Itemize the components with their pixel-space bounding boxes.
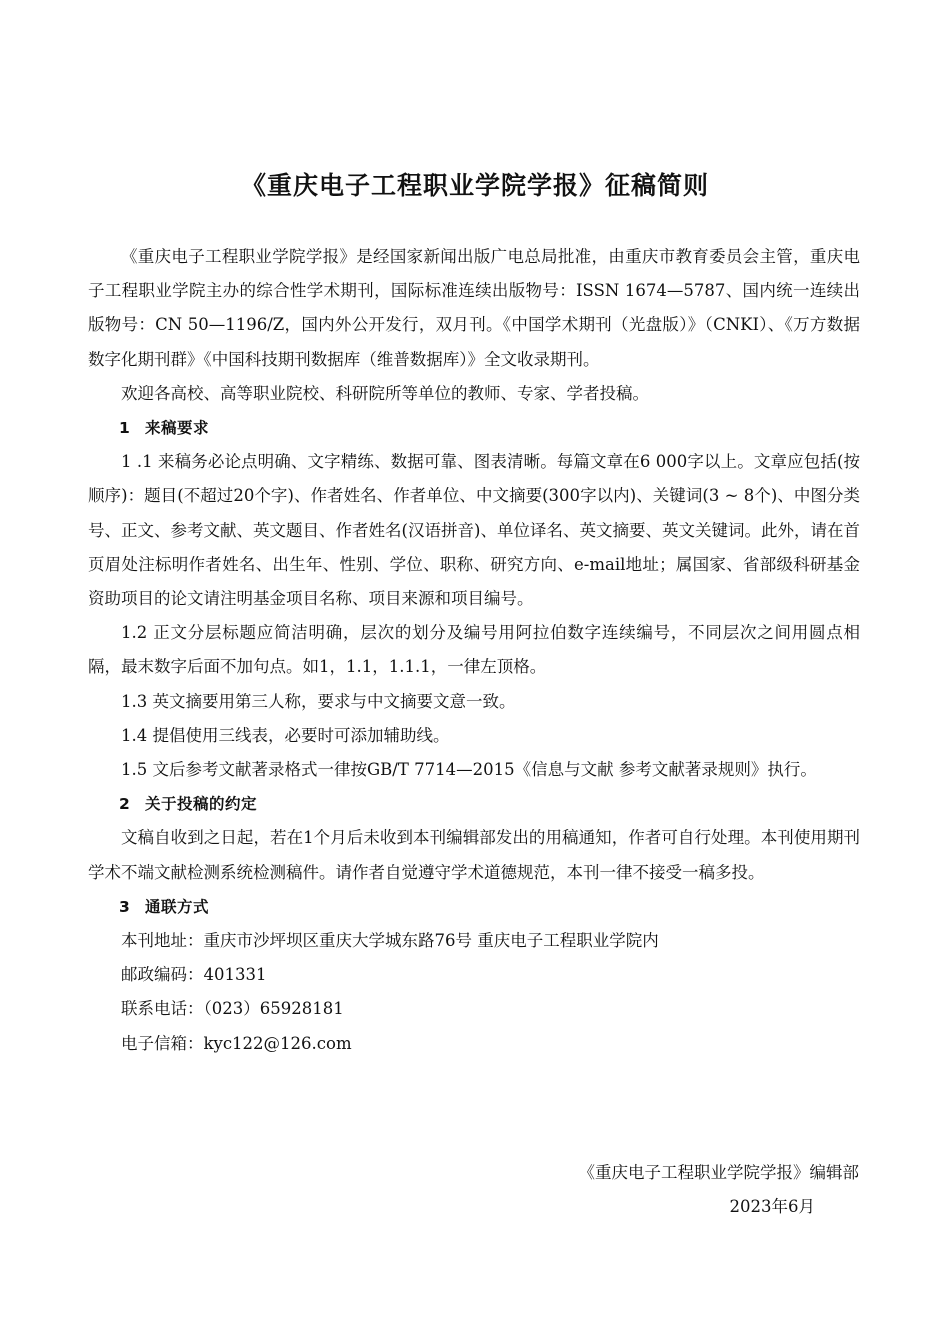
section-paragraph: 1 .1 来稿务必论点明确、文字精练、数据可靠、图表清晰。每篇文章在6 000字以上。文章应包括(按顺序)：题目(不超过20个字)、作者姓名、作者单位、中文摘要(300字以内)、关键词(3 ~ 8个)、中图分类号、正文、参考文献、英文题目、作者姓名(汉语拼音)、单位译名、英文摘要、英文关键词。此外，请在首页眉处注标明作者姓名、出生年、性别、学位、职称、研究方向、e-mail地址；属国家、省部级科研基金资助项目的论文请注明基金项目名称、项目来源和项目编号。 bbox=[88, 452, 860, 609]
page-title: 《重庆电子工程职业学院学报》征稿简则 bbox=[240, 171, 709, 200]
document-body bbox=[88, 240, 860, 1061]
section-number: 2 bbox=[119, 795, 131, 814]
section-heading bbox=[88, 890, 860, 924]
section-title: 来稿要求 bbox=[145, 419, 210, 438]
section-paragraph: 1.2 正文分层标题应简洁明确，层次的划分及编号用阿拉伯数字连续编号，不同层次之间用圆点相隔，最末数字后面不加句点。如1，1.1，1.1.1，一律左顶格。 bbox=[88, 623, 860, 677]
section-paragraph: 1.4 提倡使用三线表，必要时可添加辅助线。 bbox=[121, 725, 450, 745]
contact-email: 电子信箱：kyc122@126.com bbox=[121, 1033, 352, 1053]
section-heading bbox=[88, 411, 860, 445]
section-paragraph: 1.5 文后参考文献著录格式一律按GB/T 7714—2015《信息与文献 参考文献著录规则》执行。 bbox=[121, 760, 817, 780]
section-heading bbox=[88, 787, 860, 821]
section-paragraph: 文稿自收到之日起，若在1个月后未收到本刊编辑部发出的用稿通知，作者可自行处理。本刊使用期刊学术不端文献检测系统检测稿件。请作者自觉遵守学术道德规范，本刊一律不接受一稿多投。 bbox=[88, 828, 860, 882]
section-number: 1 bbox=[119, 419, 131, 438]
contact-phone: 联系电话：（023）65928181 bbox=[121, 999, 344, 1019]
section-paragraph: 1.3 英文摘要用第三人称，要求与中文摘要文意一致。 bbox=[121, 691, 516, 711]
contact-postcode: 邮政编码：401331 bbox=[121, 965, 267, 985]
contact-address: 本刊地址：重庆市沙坪坝区重庆大学城东路76号 重庆电子工程职业学院内 bbox=[121, 931, 659, 951]
signature-date: 2023年6月 bbox=[729, 1197, 815, 1216]
intro-paragraph: 《重庆电子工程职业学院学报》是经国家新闻出版广电总局批准，由重庆市教育委员会主管，重庆电子工程职业学院主办的综合性学术期刊，国际标准连续出版物号：ISSN 1674—5787、国内统一连续出版物号：CN 50—1196/Z，国内外公开发行，双月刊。《中国学术期刊（光盘版）》（CNKI）、《万方数据数字化期刊群》《中国科技期刊数据库（维普数据库）》全文收录期刊。 bbox=[88, 247, 860, 369]
section-title: 关于投稿的约定 bbox=[145, 795, 258, 814]
section-title: 通联方式 bbox=[145, 897, 210, 916]
section-number: 3 bbox=[119, 897, 131, 916]
signature-block bbox=[579, 1156, 860, 1224]
intro-paragraph: 欢迎各高校、高等职业院校、科研院所等单位的教师、专家、学者投稿。 bbox=[121, 383, 649, 403]
signature-org: 《重庆电子工程职业学院学报》编辑部 bbox=[578, 1163, 859, 1182]
